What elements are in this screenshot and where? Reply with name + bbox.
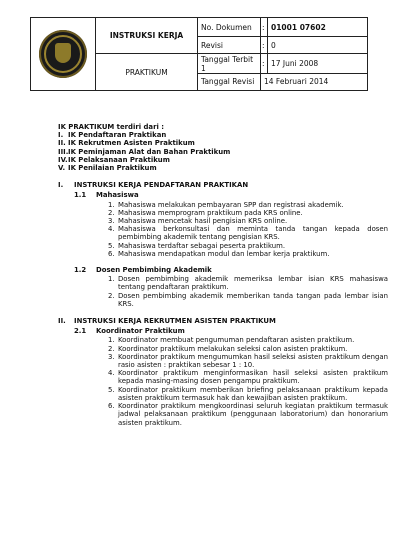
subsection-heading: 1.2 Dosen Pembimbing Akademik: [74, 266, 212, 275]
list-item: 5. Mahasiswa terdaftar sebagai peserta praktikum.: [108, 241, 286, 250]
list-item: 1. Koordinator membuat pengumuman pendaftaran asisten praktikum.: [108, 336, 355, 345]
list-item: 1. Dosen pembimbing akademik memeriksa lembar isian KRS mahasiswa tentang pendaftaran praktikum.: [108, 275, 388, 292]
field-value-terbit: 17 Juni 2008: [268, 54, 368, 73]
document-subtitle: PRAKTIKUM: [96, 54, 198, 91]
field-label-dokumen: No. Dokumen: [198, 18, 261, 37]
list-item: 1. Mahasiswa melakukan pembayaran SPP dan registrasi akademik.: [108, 200, 344, 209]
university-seal-logo: [39, 30, 87, 78]
toc-heading: IK PRAKTIKUM terdiri dari :: [58, 123, 164, 131]
subsection-heading: 2.1 Koordinator Praktikum: [74, 327, 185, 336]
list-item: 4. Koordinator praktikum menginformasikan hasil seleksi asisten praktikum kepada masing-masing dosen pengampu praktikum.: [108, 369, 388, 386]
toc-item: IV. IK Pelaksanaan Praktikum: [58, 155, 170, 164]
list-item: 2. Dosen pembimbing akademik memberikan tanda tangan pada lembar isian KRS.: [108, 291, 388, 308]
field-value-dokumen: 01001 07602: [268, 18, 368, 37]
document-title: INSTRUKSI KERJA: [96, 18, 198, 54]
document-header: [30, 17, 368, 91]
subsection-1-2: [74, 266, 388, 308]
list-item: 3. Mahasiswa mencetak hasil pengisian KRS online.: [108, 217, 288, 226]
logo-cell: [31, 18, 96, 91]
subsection-2-1: [74, 327, 388, 426]
section-1: [58, 181, 388, 308]
toc-item: II. IK Rekrutmen Asisten Praktikum: [58, 139, 195, 148]
subsection-1-1: [74, 191, 388, 258]
field-label-terbit: Tanggal Terbit 1: [198, 54, 261, 73]
field-label-revisi: Revisi: [198, 37, 261, 54]
section-2: [58, 317, 388, 427]
field-label-revisi-date: Tanggal Revisi: [198, 73, 261, 90]
list-item: 6. Mahasiswa mendapatkan modul dan lembar kerja praktikum.: [108, 249, 330, 258]
list-item: 3. Koordinator praktikum mengumumkan hasil seleksi asisten praktikum dengan rasio asisten : praktikan sebesar 1 : 10.: [108, 352, 388, 370]
subsection-heading: 1.1 Mahasiswa: [74, 191, 139, 200]
document-body: [58, 123, 388, 427]
list-item: 4. Mahasiswa berkonsultasi dan meminta tanda tangan kepada dosen pembimbing akademik tentang pengisian KRS.: [108, 225, 388, 242]
toc-item: III. IK Peminjaman Alat dan Bahan Praktikum: [58, 147, 231, 156]
section-heading: I. INSTRUKSI KERJA PENDAFTARAN PRAKTIKAN: [58, 181, 249, 190]
list-item: 6. Koordinator praktikum mengkoordinasi seluruh kegiatan praktikum termasuk jadwal pelaksanaan praktikum (penggunaan laboratorium) dan honorarium asisten praktikum.: [108, 402, 388, 427]
section-heading: II. INSTRUKSI KERJA REKRUTMEN ASISTEN PRAKTIKUM: [58, 317, 276, 326]
field-value-revisi-date: 14 Februari 2014: [261, 73, 368, 90]
toc-item: I. IK Pendaftaran Praktikan: [58, 131, 167, 140]
header-table: INSTRUKSI KERJA No. Dokumen : 01001 07602 Revisi : 0 PRAKTIKUM Tanggal Terbit 1 : 17 Juni 2008 Tanggal Revisi 14 Februari 2014: [30, 17, 368, 91]
toc-item: V. IK Penilaian Praktikum: [58, 164, 157, 173]
field-value-revisi: 0: [268, 37, 368, 54]
list-item: 5. Koordinator praktikum memberikan briefing pelaksanaan praktikum kepada asisten praktikum termasuk hak dan kewajiban asisten praktikum.: [108, 385, 388, 402]
toc: [58, 123, 388, 172]
list-item: 2. Mahasiswa memprogram praktikum pada KRS online.: [108, 208, 303, 217]
list-item: 2. Koordinator praktikum melakukan seleksi calon asisten praktikum.: [108, 344, 348, 353]
